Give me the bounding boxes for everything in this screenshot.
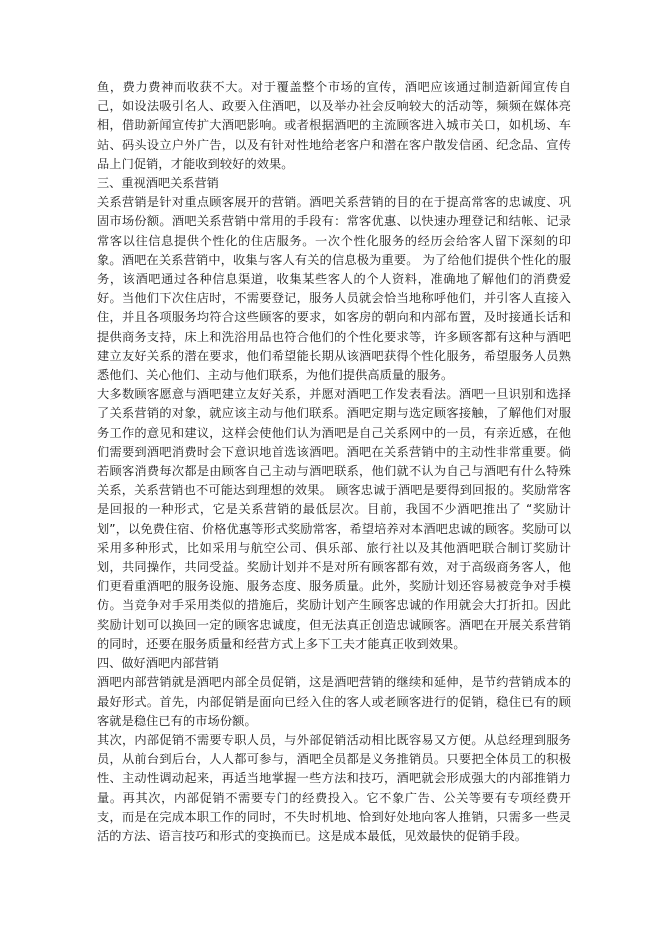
section-heading-relationship-marketing: 三、重视酒吧关系营销 — [97, 176, 219, 191]
paragraph-customer-loyalty: 大多数顾客愿意与酒吧建立友好关系，并愿对酒吧工作发表看法。酒吧一旦识别和选择了关系营销的对象，就应该主动与他们联系。酒吧定期与选定顾客接触，了解他们对服务工作的意见和建议，这样会使他们认为酒吧是自己关系网中的一员，有亲近感，在他们需要到酒吧消费时会下意识地首选该酒吧。酒吧在关系营销中的主动性非常重要。倘若顾客消费每次都是由顾客自己主动与酒吧联系，他们就不认为自己与酒吧有什么特殊关系，关系营销也不可能达到理想的效果。 顾客忠诚于酒吧是要得到回报的。奖励常客是回报的一种形式，它是关系营销的最低层次。目前，我国不少酒吧推出了 “奖励计划”，以免费住宿、价格优惠等形式奖励常客，希望培养对本酒吧忠诚的顾客。奖励可以采用多种形式，比如采用与航空公司、俱乐部、旅行社以及其他酒吧联合制订奖励计划，共同操作，共同受益。奖励计划并不是对所有顾客都有效，对于高级商务客人，他们更看重酒吧的服务设施、服务态度、服务质量。此外，奖励计划还容易被竞争对手模仿。当竞争对手采用类似的措施后，奖励计划产生顾客忠诚的作用就会大打折扣。因此奖励计划可以换回一定的顾客忠诚度，但无法真正创造忠诚顾客。酒吧在开展关系营销的同时，还要在服务质量和经营方式上多下工夫才能真正收到效果。 — [97, 387, 571, 651]
section-heading-internal-marketing: 四、做好酒吧内部营销 — [97, 656, 219, 671]
paragraph-publicity: 鱼，费力费神而收获不大。对于覆盖整个市场的宣传，酒吧应该通过制造新闻宣传自己，如设法吸引名人、政要入住酒吧，以及举办社会反响较大的活动等，频频在媒体亮相，借助新闻宣传扩大酒吧影响。或者根据酒吧的主流顾客进入城市关口，如机场、车站、码头设立户外广告，以及有针对性地给老客户和潜在客户散发信函、纪念品、宣传品上门促销，才能收到较好的效果。 — [97, 80, 571, 171]
document-page — [97, 78, 571, 846]
paragraph-relationship-marketing: 关系营销是针对重点顾客展开的营销。酒吧关系营销的目的在于提高常客的忠诚度、巩固市场份额。酒吧关系营销中常用的手段有：常客优惠、以快速办理登记和结帐、记录常客以往信息提供个性化的住店服务。一次个性化服务的经历会给客人留下深刻的印象。酒吧在关系营销中，收集与客人有关的信息极为重要。 为了给他们提供个性化的服务，该酒吧通过各种信息渠道，收集某些客人的个人资料，准确地了解他们的消费爱好。当他们下次住店时，不需要登记，服务人员就会恰当地称呼他们，并引客人直接入住，并且各项服务均符合这些顾客的要求，如客房的朝向和内部布置，及时接通长话和提供商务支持，床上和洗浴用品也符合他们的个性化要求等，许多顾客都有这种与酒吧建立友好关系的潜在要求，他们希望能长期从该酒吧获得个性化服务，希望服务人员熟悉他们、关心他们、主动与他们联系，为他们提供高质量的服务。 — [97, 195, 571, 383]
paragraph-internal-marketing: 酒吧内部营销就是酒吧内部全员促销，这是酒吧营销的继续和延伸，是节约营销成本的最好形式。首先，内部促销是面向已经入住的客人或老顾客进行的促销，稳住已有的顾客就是稳住已有的市场份额。 — [97, 675, 571, 728]
paragraph-internal-promotion: 其次，内部促销不需要专职人员，与外部促销活动相比既容易又方便。从总经理到服务员，从前台到后台，人人都可参与，酒吧全员都是义务推销员。只要把全体员工的积极性、主动性调动起来，再适当地掌握一些方法和技巧，酒吧就会形成强大的内部推销力量。再其次，内部促销不需要专门的经费投入。它不象广告、公关等要有专项经费开支，而是在完成本职工作的同时，不失时机地、恰到好处地向客人推销，只需多一些灵活的方法、语言技巧和形式的变换而已。这是成本最低，见效最快的促销手段。 — [97, 732, 571, 843]
